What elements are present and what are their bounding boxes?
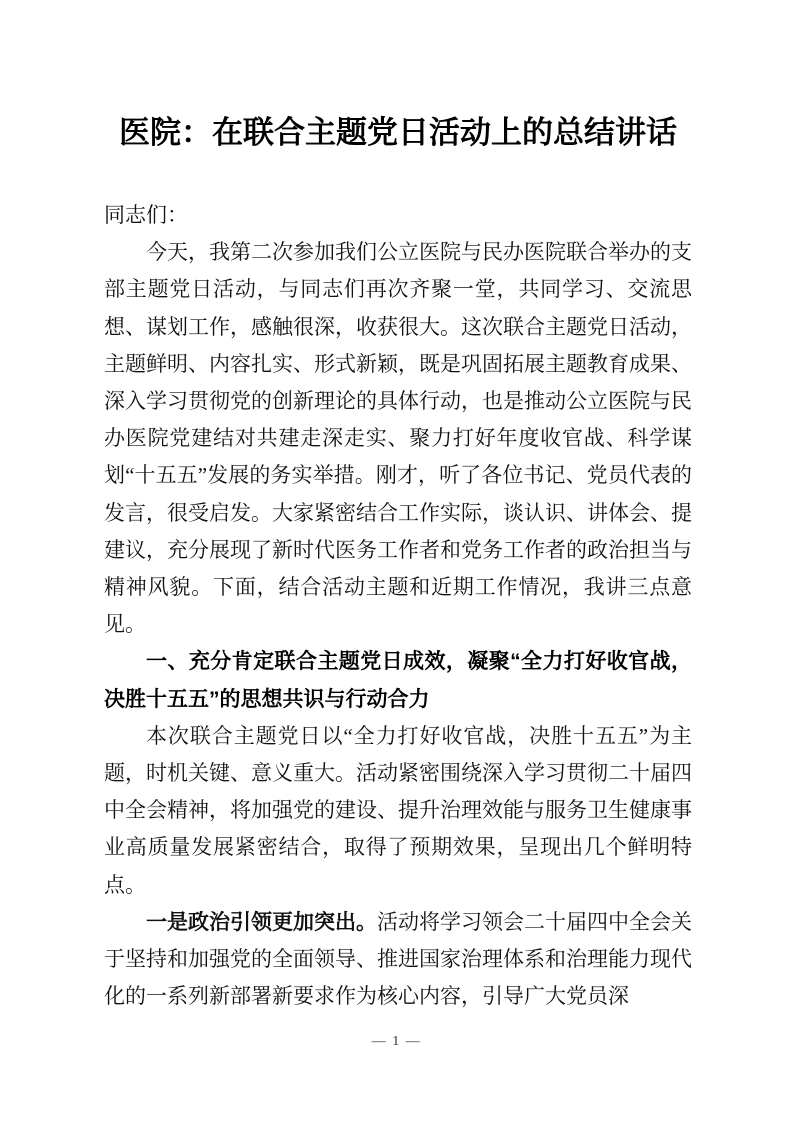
document-body (104, 197, 692, 1015)
salutation: 同志们： (104, 203, 188, 227)
document-content (104, 0, 692, 1015)
page-number: — 1 — (371, 1034, 422, 1049)
paragraph-point-1-lead: 一是政治引领更加突出。 (146, 909, 377, 934)
document-title: 医院：在联合主题党日活动上的总结讲话 (119, 115, 677, 150)
paragraph-point-1 (104, 904, 692, 1016)
paragraph-point-1-text: 活动将学习领会二十届四中全会关于坚持和加强党的全面领导、推进国家治理体系和治理能力现代化的一系列新部署新要求作为核心内容，引导广大党员深 (104, 909, 692, 1009)
section-heading-1: 一、充分肯定联合主题党日成效，凝聚“全力打好收官战，决胜十五五”的思想共识与行动合力 (104, 650, 692, 711)
paragraph-theme: 本次联合主题党日以“全力打好收官战，决胜十五五”为主题，时机关键、意义重大。活动紧密围绕深入学习贯彻二十届四中全会精神，将加强党的建设、提升治理效能与服务卫生健康事业高质量发展紧密结合，取得了预期效果，呈现出几个鲜明特点。 (104, 723, 692, 897)
paragraph-intro: 今天，我第二次参加我们公立医院与民办医院联合举办的支部主题党日活动，与同志们再次齐聚一堂，共同学习、交流思想、谋划工作，感触很深，收获很大。这次联合主题党日活动，主题鲜明、内容扎实、形式新颖，既是巩固拓展主题教育成果、深入学习贯彻党的创新理论的具体行动，也是推动公立医院与民办医院党建结对共建走深走实、聚力打好年度收官战、科学谋划“十五五”发展的务实举措。刚才，听了各位书记、党员代表的发言，很受启发。大家紧密结合工作实际，谈认识、讲体会、提建议，充分展现了新时代医务工作者和党务工作者的政治担当与精神风貌。下面，结合活动主题和近期工作情况，我讲三点意见。 (104, 240, 692, 637)
